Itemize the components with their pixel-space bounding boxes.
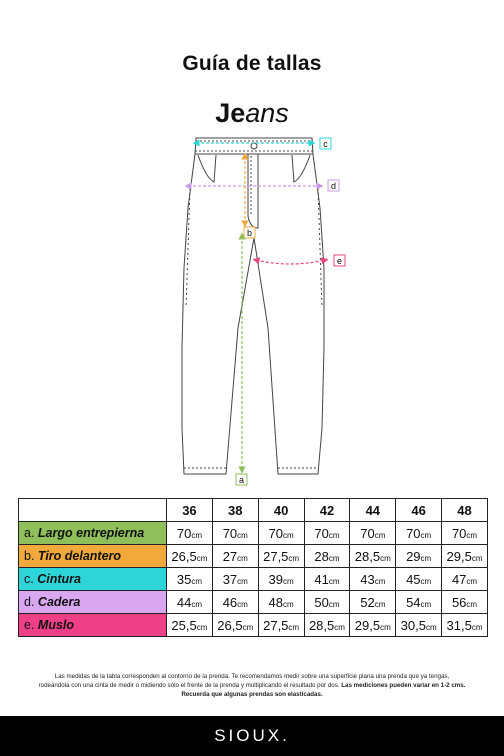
measurement-value bbox=[442, 614, 488, 637]
measurement-value bbox=[396, 522, 442, 545]
measurement-value bbox=[396, 568, 442, 591]
page-title: Guía de tallas bbox=[182, 52, 322, 75]
marker-label-a: a bbox=[238, 475, 245, 485]
measurement-value bbox=[350, 568, 396, 591]
value-unit: cm bbox=[380, 622, 391, 632]
value-unit: cm bbox=[471, 622, 483, 632]
value-unit: cm bbox=[374, 530, 386, 540]
subtitle-italic-part: ans bbox=[245, 98, 289, 128]
value-number: 44 bbox=[176, 594, 192, 610]
value-number: 29,5 bbox=[446, 548, 472, 564]
measurement-name: Largo entrepierna bbox=[37, 526, 145, 540]
value-unit: cm bbox=[420, 530, 432, 540]
measurement-value bbox=[258, 591, 304, 614]
value-unit: cm bbox=[237, 553, 248, 563]
value-unit: cm bbox=[420, 553, 432, 563]
value-number: 27,5 bbox=[263, 548, 289, 564]
size-header-row bbox=[19, 499, 488, 522]
measurement-name: Muslo bbox=[37, 618, 75, 632]
value-unit: cm bbox=[374, 599, 386, 609]
value-unit: cm bbox=[196, 622, 208, 632]
note-line-2a: rodeándola con una cinta de medir o midiendo sólo el frente de la prenda y multiplicando el resultado por dos. bbox=[38, 682, 340, 689]
measurement-letter: e. bbox=[24, 618, 35, 632]
value-unit: cm bbox=[283, 599, 294, 609]
value-unit: cm bbox=[420, 599, 432, 609]
measurement-label bbox=[19, 591, 167, 614]
measurement-letter: b. bbox=[24, 549, 35, 563]
value-number: 50 bbox=[314, 594, 329, 610]
measurement-value bbox=[304, 591, 350, 614]
measurement-row bbox=[19, 522, 488, 545]
measurement-name: Tiro delantero bbox=[37, 549, 122, 563]
value-unit: cm bbox=[288, 553, 300, 563]
marker-line-e bbox=[256, 260, 325, 264]
value-number: 46 bbox=[222, 594, 238, 610]
measurement-value bbox=[212, 522, 258, 545]
value-number: 41 bbox=[314, 571, 329, 587]
measurement-letter: d. bbox=[24, 595, 35, 609]
measurement-row bbox=[19, 591, 488, 614]
measurement-label bbox=[19, 545, 167, 568]
value-unit: cm bbox=[196, 553, 208, 563]
value-unit: cm bbox=[237, 599, 248, 609]
value-number: 52 bbox=[360, 594, 375, 610]
measurement-value bbox=[167, 591, 213, 614]
size-header-36: 36 bbox=[167, 499, 213, 522]
measurement-value bbox=[212, 568, 258, 591]
value-number: 70 bbox=[176, 525, 192, 541]
value-unit: cm bbox=[237, 576, 248, 586]
value-number: 28,5 bbox=[354, 548, 381, 564]
measurement-value bbox=[212, 545, 258, 568]
value-number: 70 bbox=[222, 525, 238, 541]
value-number: 27 bbox=[222, 548, 238, 564]
measurement-value bbox=[350, 591, 396, 614]
measurement-value bbox=[350, 614, 396, 637]
measurement-value bbox=[167, 545, 213, 568]
note-line-3 bbox=[20, 690, 484, 699]
value-number: 27,5 bbox=[263, 617, 289, 633]
measurement-name: Cintura bbox=[37, 572, 81, 586]
measurement-value bbox=[442, 522, 488, 545]
value-number: 43 bbox=[360, 571, 375, 587]
value-number: 25,5 bbox=[171, 617, 197, 633]
value-unit: cm bbox=[283, 530, 294, 540]
value-unit: cm bbox=[237, 530, 248, 540]
value-unit: cm bbox=[425, 622, 437, 632]
measurement-letter: c. bbox=[24, 572, 34, 586]
value-number: 37 bbox=[222, 571, 238, 587]
measurement-value bbox=[167, 522, 213, 545]
measurement-value bbox=[258, 545, 304, 568]
note-line-1: Las medidas de la tabla corresponden al contorno de la prenda. Te recomendamos medir sobre una superficie plana una prenda que ya tengas, bbox=[54, 673, 450, 680]
size-header-40: 40 bbox=[258, 499, 304, 522]
marker-label-d: d bbox=[330, 181, 337, 191]
value-unit: cm bbox=[328, 576, 340, 586]
value-unit: cm bbox=[374, 576, 386, 586]
note-line-3-text: Recuerda que algunas prendas son elasticadas. bbox=[181, 691, 323, 698]
value-number: 70 bbox=[314, 525, 329, 541]
measurement-row bbox=[19, 614, 488, 637]
measurement-value bbox=[304, 568, 350, 591]
measurement-row bbox=[19, 545, 488, 568]
value-number: 47 bbox=[451, 571, 467, 587]
measurement-value bbox=[212, 591, 258, 614]
measurement-note bbox=[20, 672, 484, 699]
value-unit: cm bbox=[288, 622, 300, 632]
note-line-2 bbox=[20, 681, 484, 690]
measurement-value bbox=[212, 614, 258, 637]
brand-logo: SIOUX. bbox=[214, 726, 290, 745]
subtitle-bold-part: Je bbox=[215, 98, 246, 128]
value-unit: cm bbox=[420, 576, 432, 586]
value-unit: cm bbox=[466, 576, 478, 586]
measurement-label bbox=[19, 568, 167, 591]
value-unit: cm bbox=[242, 622, 254, 632]
value-unit: cm bbox=[471, 553, 483, 563]
measurement-value bbox=[304, 614, 350, 637]
value-unit: cm bbox=[328, 553, 340, 563]
value-number: 70 bbox=[268, 525, 283, 541]
size-header-42: 42 bbox=[304, 499, 350, 522]
value-unit: cm bbox=[283, 576, 294, 586]
measurement-value bbox=[396, 614, 442, 637]
measurement-value bbox=[350, 545, 396, 568]
measurement-value bbox=[396, 591, 442, 614]
value-unit: cm bbox=[191, 576, 202, 586]
value-number: 39 bbox=[268, 571, 283, 587]
measurement-value bbox=[442, 545, 488, 568]
value-number: 31,5 bbox=[446, 617, 472, 633]
measurement-label bbox=[19, 522, 167, 545]
measurement-label bbox=[19, 614, 167, 637]
marker-label-c: c bbox=[323, 139, 328, 149]
jeans-outline bbox=[182, 138, 324, 474]
measurement-value bbox=[396, 545, 442, 568]
marker-label-b: b bbox=[246, 228, 253, 238]
value-number: 28 bbox=[314, 548, 329, 564]
measurement-value bbox=[442, 591, 488, 614]
value-unit: cm bbox=[334, 622, 345, 632]
value-number: 26,5 bbox=[171, 548, 197, 564]
measurement-value bbox=[167, 614, 213, 637]
measurement-value bbox=[442, 568, 488, 591]
value-number: 30,5 bbox=[400, 617, 426, 633]
measurement-value bbox=[304, 522, 350, 545]
value-number: 56 bbox=[451, 594, 467, 610]
value-number: 29,5 bbox=[354, 617, 381, 633]
size-table bbox=[18, 498, 488, 637]
value-unit: cm bbox=[380, 553, 391, 563]
value-number: 70 bbox=[406, 525, 421, 541]
value-number: 26,5 bbox=[217, 617, 243, 633]
measurement-value bbox=[258, 568, 304, 591]
value-unit: cm bbox=[328, 530, 340, 540]
size-header-44: 44 bbox=[350, 499, 396, 522]
note-line-2b: Las mediciones pueden variar en 1-2 cms. bbox=[341, 682, 466, 689]
size-header-38: 38 bbox=[212, 499, 258, 522]
marker-label-e: e bbox=[336, 256, 343, 266]
measurement-value bbox=[258, 614, 304, 637]
value-number: 70 bbox=[360, 525, 375, 541]
value-number: 54 bbox=[406, 594, 421, 610]
value-unit: cm bbox=[466, 599, 478, 609]
jeans-measurement-diagram bbox=[170, 128, 360, 490]
measurement-row bbox=[19, 568, 488, 591]
value-number: 70 bbox=[451, 525, 467, 541]
size-header-46: 46 bbox=[396, 499, 442, 522]
value-unit: cm bbox=[328, 599, 340, 609]
value-number: 29 bbox=[406, 548, 421, 564]
measurement-value bbox=[167, 568, 213, 591]
value-unit: cm bbox=[466, 530, 478, 540]
measurement-letter: a. bbox=[24, 526, 35, 540]
footer-bar bbox=[0, 716, 504, 756]
measurement-name: Cadera bbox=[37, 595, 81, 609]
measurement-value bbox=[350, 522, 396, 545]
value-unit: cm bbox=[191, 530, 202, 540]
value-number: 48 bbox=[268, 594, 283, 610]
value-unit: cm bbox=[191, 599, 202, 609]
value-number: 28,5 bbox=[308, 617, 335, 633]
size-header-48: 48 bbox=[442, 499, 488, 522]
product-type-title bbox=[0, 98, 504, 129]
value-number: 35 bbox=[176, 571, 192, 587]
measurement-value bbox=[258, 522, 304, 545]
value-number: 45 bbox=[406, 571, 421, 587]
measurement-value bbox=[304, 545, 350, 568]
header-blank-cell bbox=[19, 499, 167, 522]
